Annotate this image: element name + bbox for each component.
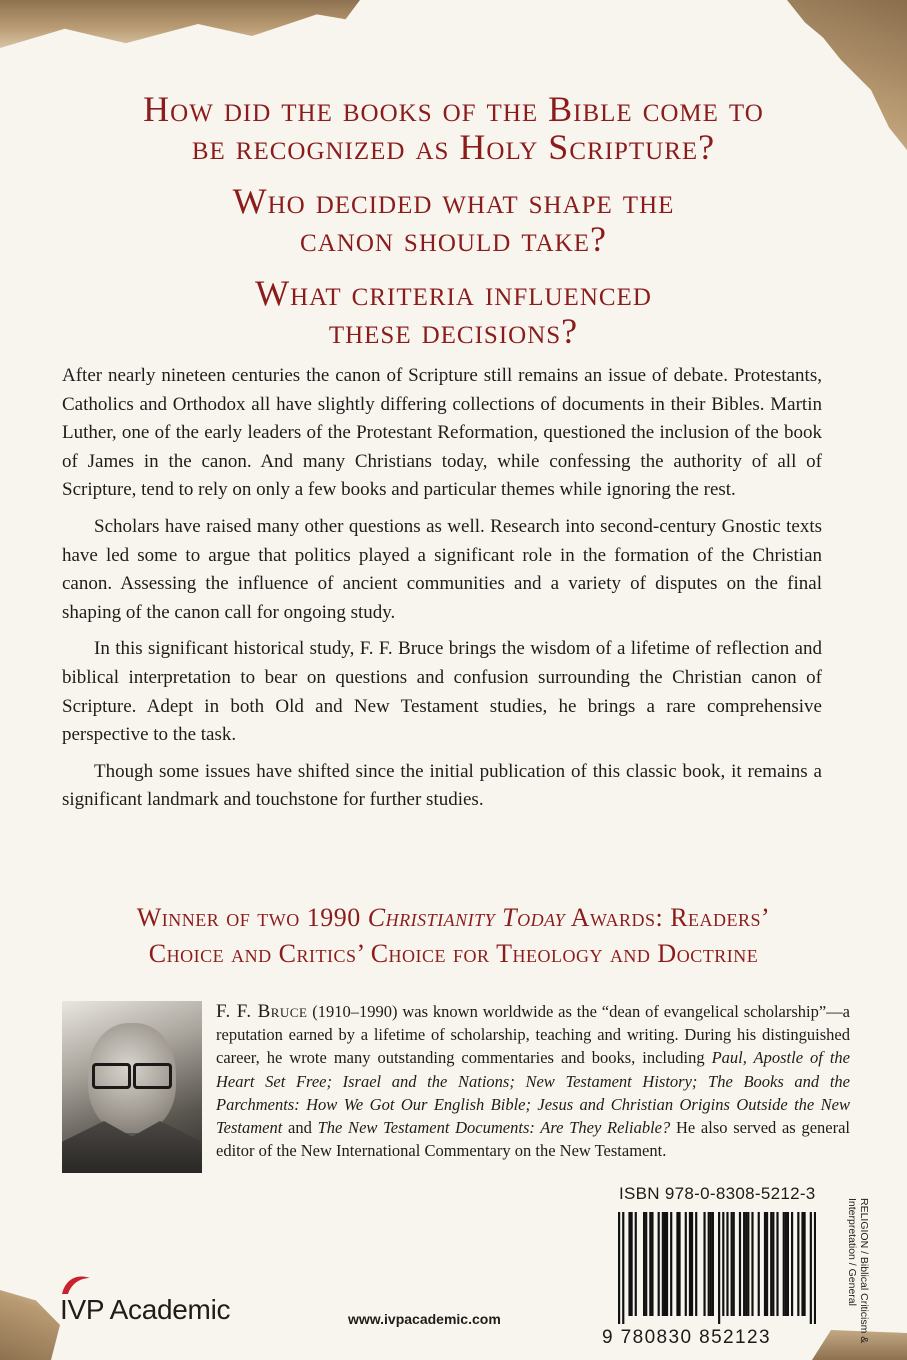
barcode-bar	[745, 1212, 747, 1316]
publisher-name: IVP Academic	[60, 1294, 231, 1325]
barcode-bar	[810, 1212, 812, 1324]
barcode-bar	[670, 1212, 672, 1316]
barcode-bar	[676, 1212, 678, 1316]
barcode-bar	[791, 1212, 793, 1316]
barcode-bar	[776, 1212, 778, 1316]
barcode	[618, 1212, 816, 1324]
barcode-bar	[764, 1212, 766, 1316]
bio-text-1: (1910–1990) was known worldwide as the “dean of evangelical scholarship”—a reputation earned by a lifetime of scholarship, teaching and writing. During his distinguished career, he wrote many outstanding commentaries and books, including	[216, 1002, 851, 1068]
bio-book-list: Paul, Apostle of the Heart Set Free; Israel and the Nations; New Testament History; The Books and the Parchments: How We Got Our English Bible; Jesus and Christian Origins Outside the New Testament	[216, 1048, 850, 1138]
bio-book-final: The New Testament Documents: Are They Reliable?	[317, 1118, 671, 1138]
barcode-bar	[718, 1212, 720, 1324]
award-magazine: Christianity Today	[367, 903, 566, 932]
barcode-bar	[666, 1212, 668, 1316]
barcode-bar	[635, 1212, 637, 1316]
barcode-bar	[618, 1212, 620, 1324]
barcode-bar	[731, 1212, 733, 1316]
barcode-bar	[649, 1212, 651, 1316]
parchment-fragment-top-left	[0, 0, 360, 48]
bio-text-3: He also served as general editor of the New International Commentary on the New Testament.	[216, 1118, 850, 1161]
barcode-bar	[645, 1212, 647, 1316]
barcode-bar	[766, 1212, 768, 1316]
barcode-number: 9 780830 852123	[602, 1327, 771, 1348]
parchment-fragment-bottom-left	[0, 1290, 60, 1360]
award-text-b: Awards: Readers’	[565, 903, 771, 932]
barcode-bar	[803, 1212, 805, 1316]
barcode-bar	[751, 1212, 753, 1316]
barcode-bar	[783, 1212, 785, 1316]
barcode-bar	[643, 1212, 645, 1316]
barcode-bar	[651, 1212, 653, 1316]
barcode-bar	[739, 1212, 741, 1316]
barcode-bar	[658, 1212, 660, 1316]
question-2: Who decided what shape the canon should take?	[232, 181, 675, 259]
barcode-bar	[689, 1212, 691, 1316]
award-text-a: Winner of two 1990	[136, 903, 368, 932]
author-name: F. F. Bruce	[216, 1001, 308, 1022]
description-paragraph-1: After nearly nineteen centuries the canon of Scripture still remains an issue of debate. Protestants, Catholics and Orthodox all have slightly differing collections of documents in their Bibles. Martin Luther, one of the early leaders of the Protestant Reformation, questioned the inclusion of the book of James in the canon. And many Christians today, while confessing the authority of all of Scripture, tend to rely on only a few books and particular themes while ignoring the rest.	[62, 365, 822, 501]
publisher-url[interactable]: www.ivpacademic.com	[348, 1311, 501, 1327]
barcode-bar	[814, 1212, 816, 1324]
category-label	[830, 1198, 870, 1348]
barcode-bar	[797, 1212, 799, 1316]
barcode-bar	[710, 1212, 712, 1316]
barcode-bar	[743, 1212, 745, 1316]
barcode-bar	[678, 1212, 680, 1316]
description-paragraph-3: In this significant historical study, F. F. Bruce brings the wisdom of a lifetime of reflection and biblical interpretation to bear on questions and confusion surrounding the Christian canon of Scripture. Adept in both Old and New Testament studies, he brings a rare comprehensive perspective to the task.	[62, 638, 822, 746]
barcode-bar	[758, 1212, 760, 1316]
barcode-bar	[747, 1212, 749, 1316]
barcode-bar	[712, 1212, 714, 1316]
description-paragraph-4: Though some issues have shifted since the initial publication of this classic book, it remains a significant landmark and touchstone for further studies.	[62, 760, 822, 811]
category-line-1: RELIGION / Biblical Criticism &	[858, 1198, 870, 1344]
description	[62, 362, 822, 823]
barcode-bar	[703, 1212, 705, 1316]
barcode-bar	[685, 1212, 687, 1316]
barcode-bar	[772, 1212, 774, 1316]
barcode-bar	[733, 1212, 735, 1316]
award-notice	[0, 900, 907, 972]
isbn-label: ISBN 978-0-8308-5212-3	[619, 1184, 816, 1203]
barcode-bar	[708, 1212, 710, 1316]
bio-text-2: and	[282, 1118, 318, 1138]
barcode-bar	[726, 1212, 728, 1316]
author-bio	[216, 1000, 850, 1162]
barcode-bar	[628, 1212, 630, 1316]
barcode-bar	[664, 1212, 666, 1316]
barcode-bar	[691, 1212, 693, 1316]
barcode-bar	[787, 1212, 789, 1316]
question-1: How did the books of the Bible come to be recognized as Holy Scripture?	[143, 89, 764, 167]
barcode-bar	[631, 1212, 633, 1316]
description-paragraph-2: Scholars have raised many other questions as well. Research into second-century Gnostic texts have led some to argue that politics played a significant role in the formation of the Christian canon. Assessing the influence of ancient communities and a variety of disputes on the final shaping of the canon call for ongoing study.	[62, 515, 822, 623]
publisher-logo-icon	[60, 1272, 100, 1296]
barcode-bar	[785, 1212, 787, 1316]
author-photo	[62, 1001, 202, 1173]
barcode-bar	[662, 1212, 664, 1316]
question-block	[0, 90, 907, 366]
award-line-1	[0, 900, 907, 936]
barcode-bar	[622, 1212, 624, 1324]
award-line-2: Choice and Critics’ Choice for Theology and Doctrine	[148, 939, 759, 968]
barcode-bar	[695, 1212, 697, 1316]
publisher-logo	[60, 1272, 260, 1332]
author-photo-glasses	[92, 1063, 172, 1085]
question-3: What criteria influenced these decisions?	[255, 273, 652, 351]
category-line-2: Interpretation / General	[846, 1198, 858, 1306]
barcode-bar	[770, 1212, 772, 1316]
barcode-bar	[801, 1212, 803, 1316]
barcode-bar	[722, 1212, 724, 1316]
